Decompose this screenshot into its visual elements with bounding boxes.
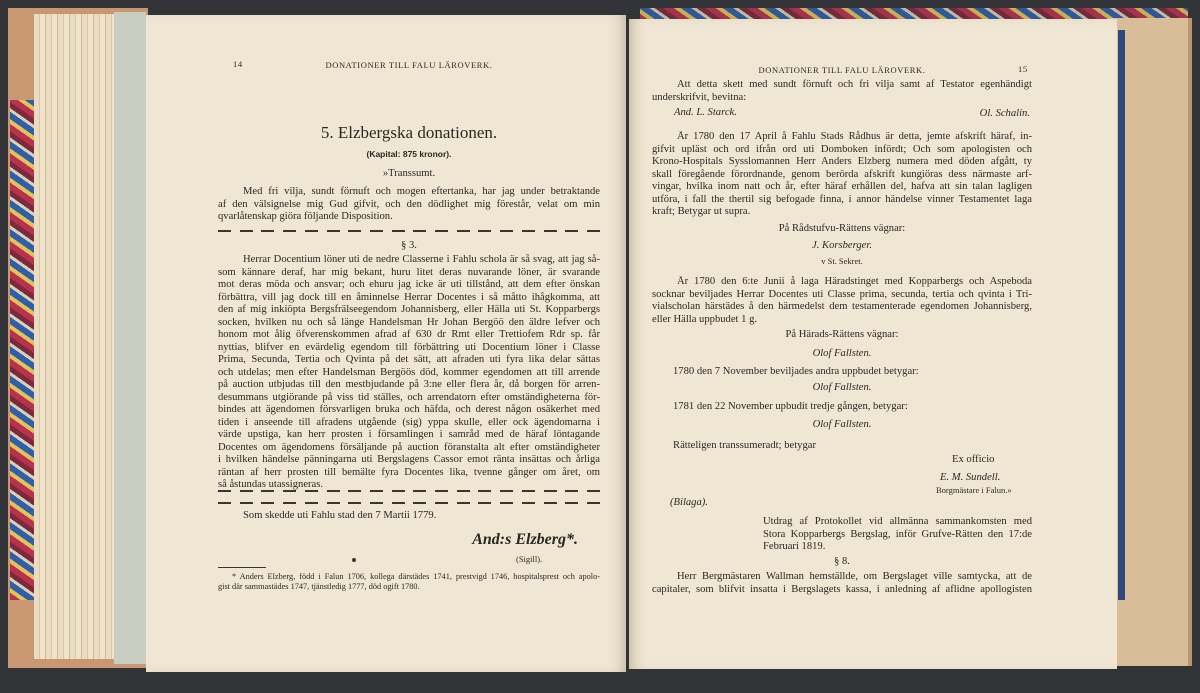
- text-line: värde upstiga, kan herr prosten i församlingen i samråd med de häraf löntagande: [218, 429, 600, 440]
- dash-rule: [218, 230, 600, 232]
- text-line: den af mig inkiöpta Bergsfrälseegendom Johannisberg, eller Hälla uti St. Kopparbergs: [218, 304, 600, 315]
- text-line: Utdrag af Protokollet vid allmänna sammankomsten med: [763, 516, 1032, 527]
- sekret-note: v St. Sekret.: [821, 256, 863, 266]
- text-line: År 1780 den 6:te Junii å laga Häradstinget med Kopparbergs och Aspeboda: [677, 276, 1032, 287]
- text-line: Herrar Docentium löner uti de nedre Classerne i Fahlu schola är så svag, att jag så-: [243, 254, 600, 265]
- blue-page-edge: [1118, 30, 1125, 600]
- section-title: 5. Elzbergska donationen.: [320, 123, 498, 142]
- text-line: som kännare deraf, har mig bekant, huru litet deras nuvarande löner, är svarande: [218, 266, 600, 278]
- text-line: räntan af herr prosten till bemälte fyra Docentes lika, tvenne gånger om året, om: [218, 466, 600, 478]
- left-page-text: [218, 0, 600, 693]
- text-line: och utdelas; men efter Handelsman Bergöös död, kommer egendomen att till arrende: [218, 366, 600, 378]
- fallsten-signature: Olof Fallsten.: [812, 382, 872, 393]
- text-line: vingar, hvilka inom natt och år, efter häraf erhållen del, hafva att sin talan lagligen: [652, 181, 1032, 192]
- transsumt-heading: »Transsumt.: [382, 168, 436, 179]
- text-line: bindes att ägendomen försvarligen bruka och häfda, och derest någon osäkerhet med: [218, 404, 600, 415]
- section-heading: § 8.: [834, 556, 850, 567]
- running-head: DONATIONER TILL FALU LÄROVERK.: [325, 60, 493, 70]
- right-page-text: [652, 0, 1032, 693]
- closing-line: Som skedde uti Fahlu stad den 7 Martii 1779.: [243, 510, 437, 521]
- footnote: [218, 572, 600, 591]
- text-line: förbättra, vill jag dock till en åminnelse Herrar Docentes i så måtto ihågkomma, att: [218, 291, 600, 303]
- page-block-edge: [114, 12, 146, 664]
- page-stack: [34, 14, 118, 659]
- text-line: underskrifvit, bevitna:: [652, 91, 747, 103]
- text-line: socknar beviljades Herrar Docentes uti Classe prima, secunda, tertia och qvinta i Tri-: [652, 288, 1032, 300]
- text-line: nyttias, blifver en evärdelig egendom till förbättring uti Docentium löner i Classe: [218, 341, 600, 353]
- sundell-signature: E. M. Sundell.: [940, 472, 1001, 483]
- korsberger-signature: J. Korsberger.: [812, 240, 872, 251]
- page-number: 15: [1018, 64, 1028, 74]
- text-line: skall föregående förordnande, genom berörda afskrift kungiöras dess närmaste arf-: [652, 168, 1032, 180]
- capital-note: (Kapital: 875 kronor).: [366, 149, 452, 159]
- fallsten-signature: Olof Fallsten.: [812, 348, 872, 359]
- signature: And:s Elzberg*.: [472, 531, 578, 548]
- third-call-line: 1781 den 22 November upbudit tredje gången, betygar:: [673, 401, 908, 412]
- text-line: Februari 1819.: [763, 541, 826, 552]
- section-heading: § 3.: [401, 240, 417, 251]
- radstufvu-heading: På Rådstufvu-Rättens vägnar:: [778, 223, 906, 234]
- utdrag-heading: [763, 516, 1032, 554]
- text-line: gifvit upläst och ord ifrån ord uti Domboken infördt; Och som apologisten och: [652, 143, 1032, 155]
- section-paragraph: [218, 254, 600, 492]
- text-line: gist där sammastädes 1747, tjänstledig 1777, död ogift 1780.: [218, 581, 420, 591]
- bilaga-label: (Bilaga).: [670, 497, 708, 508]
- witness-starck: And. L. Starck.: [674, 107, 737, 118]
- text-line: af den välsignelse mig Gud gifvit, och den dödlighet mig förestår, velat om min: [218, 198, 600, 210]
- text-line: Prima, Secunda, Tertia och Qvinta på det sätt, att afraden uti fyra lika delar sättas: [218, 354, 600, 365]
- witness-schalin: Ol. Schalin.: [979, 108, 1030, 119]
- dot-mark: [352, 558, 356, 562]
- intro-paragraph: [218, 186, 600, 224]
- section-paragraph: [652, 571, 1032, 596]
- text-line: mot deras möda och ansvar; och ehuru jag icke är uti tillstånd, att dem efter önskan: [218, 279, 600, 290]
- page-number: 14: [233, 59, 243, 69]
- text-line: qvarlåtenskap giöra följande Disposition.: [218, 211, 393, 222]
- harad-paragraph: [652, 276, 1032, 326]
- seal-note: (Sigill).: [516, 554, 543, 564]
- text-line: * Anders Elzberg, född i Falun 1706, kollega därstädes 1741, prestvigd 1746, hospitalsprest och apolo-: [232, 572, 600, 581]
- text-line: vialscholan härstädes å den härmedelst dem testamenterade egendomen Johannisberg,: [652, 301, 1032, 312]
- text-line: så åstundas utassigneras.: [218, 479, 324, 490]
- running-head: DONATIONER TILL FALU LÄROVERK.: [758, 65, 926, 75]
- text-line: Med fri vilja, sundt förnuft och mogen eftertanka, har jag under betraktande: [243, 186, 600, 197]
- text-line: desummans utgiörande på viss tid ställes, och arrendatorn efter omständigheterna för-: [218, 391, 600, 403]
- borgmastare-title: Borgmästare i Falun.»: [936, 485, 1012, 495]
- text-line: socken, hvilken nu och så länge Handelsman Hr Johan Bergöö den äldre lefver och: [218, 316, 600, 328]
- dash-rule: [218, 502, 600, 504]
- text-line: i hvilken händelse pänningarna uti Bergslagens Cassor emot ränta insättas och årliga: [218, 454, 600, 465]
- text-line: Docentes om ägendomens försäljande på auction föranstalta alt efter omständigheter: [218, 441, 600, 453]
- witness-paragraph: [652, 79, 1032, 104]
- harads-heading: På Härads-Rättens vägnar:: [785, 329, 899, 340]
- text-line: utföra, i fall the thertil sig befogade finna, i annor händelse vinner Testamentet laga: [652, 193, 1032, 205]
- text-line: Att detta skett med sundt förnuft och fri vilja samt af Testator egenhändigt: [677, 79, 1032, 90]
- text-line: kraft; Betygar ut supra.: [652, 206, 751, 217]
- ex-officio: Ex officio: [952, 454, 995, 465]
- transsumerat-line: Rätteligen transsumeradt; betygar: [673, 440, 816, 451]
- court-paragraph: [652, 131, 1032, 219]
- text-line: på auction utbjudas till den mestbjudande på 3:ne eller flera år, då borgen för arren-: [218, 379, 600, 390]
- second-call-line: 1780 den 7 November beviljades andra uppbudet betygar:: [673, 366, 919, 377]
- text-line: Stora Kopparbergs Bergslag, inför Grufve-Rätten den 17:de: [763, 528, 1032, 540]
- text-line: tiden i anseende till afradens utgående (sig) yppa skulle, eller ock ägendomarna i: [218, 416, 600, 428]
- fallsten-signature: Olof Fallsten.: [812, 419, 872, 430]
- marbled-endpaper: [10, 100, 34, 600]
- text-line: Krono-Hospitals Sysslomannen Herr Anders Elzberg numera med döden afgått, ty: [652, 156, 1032, 167]
- footnote-rule: [218, 567, 266, 568]
- text-line: Herr Bergmästaren Wallman hemställde, om Bergslaget ville samtycka, att de: [677, 571, 1032, 582]
- dash-rule: [218, 490, 600, 492]
- text-line: capitaler, som blifvit insatta i Bergslagets kassa, i anledning af aflidne apollogisten: [652, 583, 1032, 595]
- text-line: eller Hälla uppbudet 1 g.: [652, 313, 758, 325]
- text-line: År 1780 den 17 April å Fahlu Stads Rådhus är detta, jemte afskrift häraf, in-: [677, 131, 1032, 142]
- text-line: honom mot ålig öfverenskommen afrad af 630 dr Rmt eller Trettiofem Rdr sp. får: [218, 329, 600, 340]
